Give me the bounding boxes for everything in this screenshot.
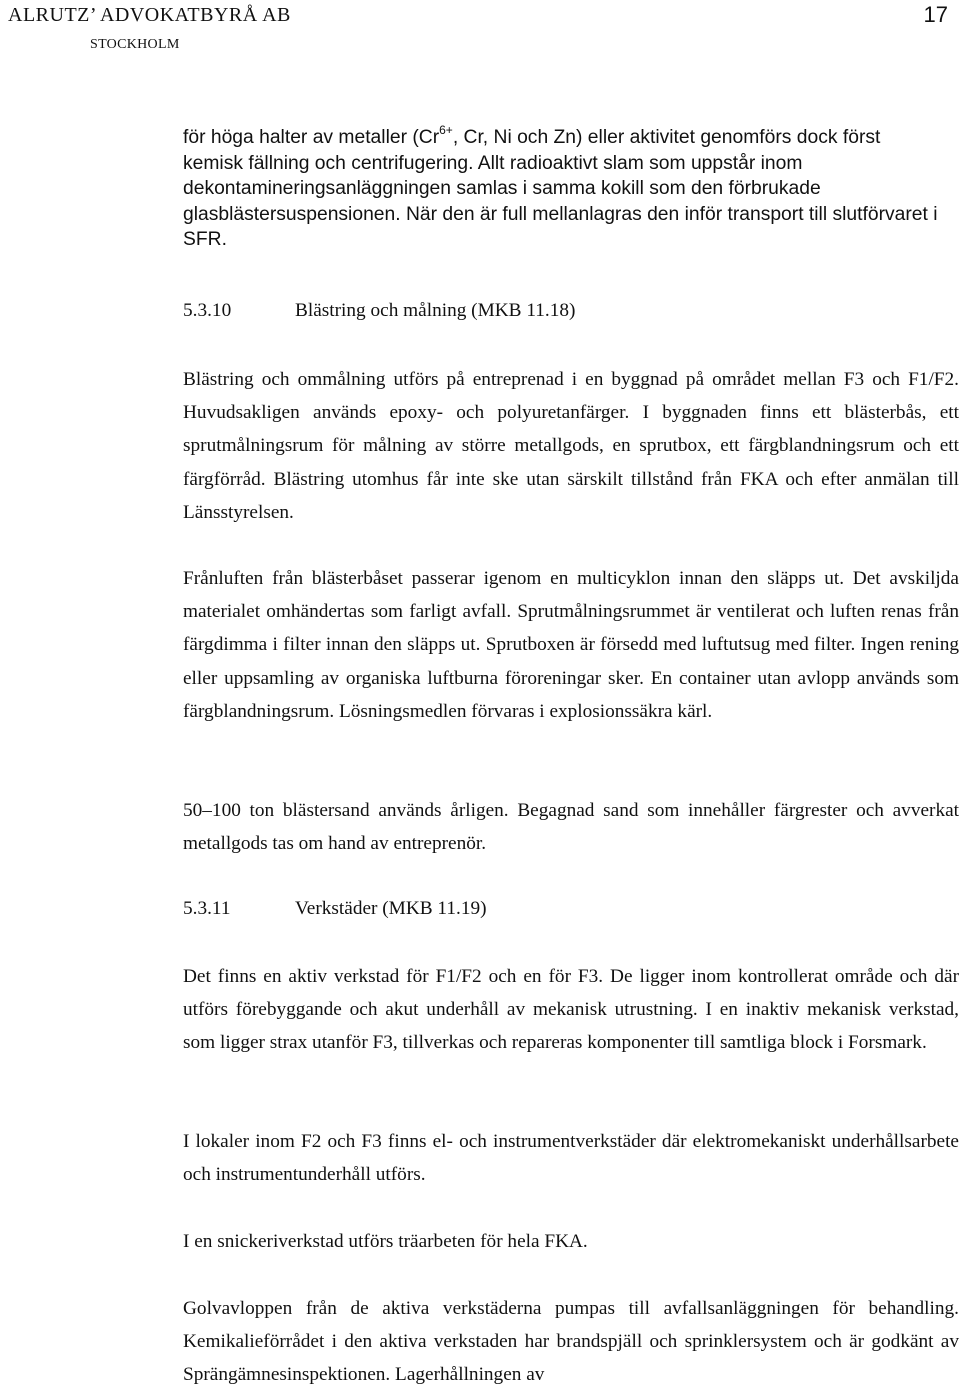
intro-text-start: för höga halter av metaller (Cr <box>183 127 440 148</box>
paragraph-franluft: Frånluften från blästerbåset passerar igenom en multicyklon innan den släpps ut. Det avskiljda materialet omhändertas som farligt avfall. Sprutmålningsrummet är ventilerat och luften renas från färgdimma i filter innan den släpps ut. Sprutboxen är försedd med luftutsug med filter. Ingen rening eller uppsamling av organiska luftburna föroreningar sker. En container utan avlopp används som färgblandningsrum. Lösningsmedlen förvaras i explosionssäkra kärl. <box>183 568 959 722</box>
section-title: Blästring och målning (MKB 11.18) <box>295 300 576 321</box>
paragraph-golvavlopp: Golvavloppen från de aktiva verkstäderna pumpas till avfallsanläggningen för behandling. Kemikalieförrådet i den aktiva verkstaden har brandspjäll och sprinklersystem och är godkänt av Sprängämnesinspektionen. Lagerhållningen av <box>183 1298 959 1386</box>
section-number: 5.3.11 <box>183 898 231 919</box>
letterhead-city: STOCKHOLM <box>90 37 180 52</box>
paragraph-blastring-entreprenad: Blästring och ommålning utförs på entreprenad i en byggnad på området mellan F3 och F1/F2. Huvudsakligen används epoxy- och polyuretanfärger. I byggnaden finns ett blästerbås, ett sprutmålningsrum för målning av större metallgods, en sprutbox, ett färgblandningsrum och ett färgförråd. Blästring utomhus får inte ske utan särskilt tillstånd från FKA och efter anmälan till Länsstyrelsen. <box>183 369 959 523</box>
paragraph-aktiv-verkstad: Det finns en aktiv verkstad för F1/F2 och en för F3. De ligger inom kontrollerat område och där utförs förebyggande och akut underhåll av mekanisk utrustning. I en inaktiv mekanisk verkstad, som ligger strax utanför F3, tillverkas och repareras komponenter till samtliga block i Forsmark. <box>183 966 959 1054</box>
section-heading-5-3-11 <box>183 898 487 920</box>
section-title: Verkstäder (MKB 11.19) <box>295 898 487 919</box>
section-number: 5.3.10 <box>183 300 232 321</box>
paragraph-el-instrumentverkstader: I lokaler inom F2 och F3 finns el- och instrumentverkstäder där elektromekaniskt underhållsarbete och instrumentunderhåll utförs. <box>183 1131 959 1186</box>
intro-text-rest: , Cr, Ni och Zn) eller aktivitet genomförs dock först kemisk fällning och centrifugering. Allt radioaktivt slam som uppstår inom dekontamineringsanläggningen samlas i samma kokill som den förbrukade glasblästersuspensionen. När den är full mellanlagras den inför transport till slutförvaret i SFR. <box>183 127 938 251</box>
section-heading-5-3-10 <box>183 300 575 322</box>
paragraph-blastersand: 50‒100 ton blästersand används årligen. Begagnad sand som innehåller färgrester och avverkat metallgods tas om hand av entreprenör. <box>183 800 959 855</box>
page-number: 17 <box>923 2 948 27</box>
chromium-valence-superscript: 6+ <box>439 122 453 137</box>
paragraph-snickeriverkstad: I en snickeriverkstad utförs träarbeten för hela FKA. <box>183 1231 588 1252</box>
letterhead-firm-name: ALRUTZ’ ADVOKATBYRÅ AB <box>8 4 291 26</box>
intro-paragraph <box>183 122 943 253</box>
